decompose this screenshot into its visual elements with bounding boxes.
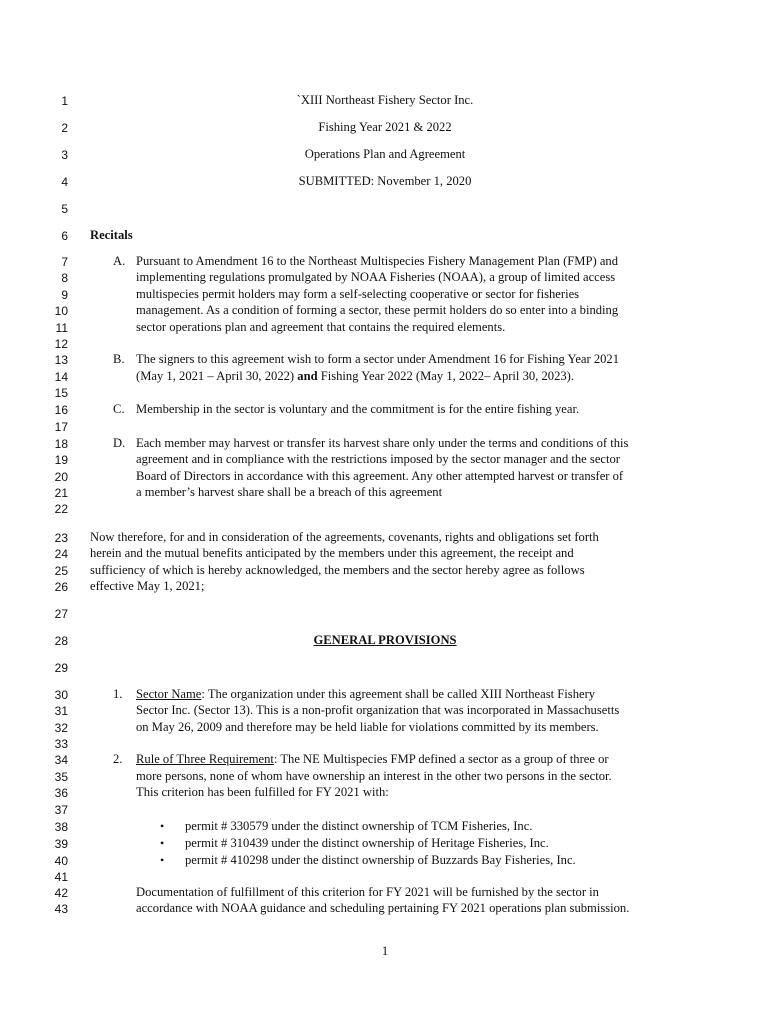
- recital-b-line: The signers to this agreement wish to form a sector under Amendment 16 for Fishing Year 2021: [136, 352, 620, 366]
- recital-b-text: Fishing Year 2022 (May 1, 2022– April 30, 2023).: [317, 369, 575, 383]
- line-number: 4: [61, 175, 68, 189]
- line-number: 17: [54, 420, 68, 434]
- permit-bullet-item: permit # 330579 under the distinct ownership of TCM Fisheries, Inc.: [185, 819, 533, 833]
- line-number: 39: [54, 837, 68, 851]
- line-number: 14: [54, 370, 68, 384]
- line-number: 28: [54, 634, 68, 648]
- provision-2-line: This criterion has been fulfilled for FY 2021 with:: [136, 785, 389, 799]
- provision-marker: 2.: [113, 752, 123, 766]
- line-number: 8: [61, 271, 68, 285]
- recital-b-line2: [136, 369, 574, 384]
- line-number: 15: [54, 386, 68, 400]
- recital-d-line: Board of Directors in accordance with this agreement. Any other attempted harvest or transfer of: [136, 469, 624, 483]
- line-number: 16: [54, 403, 68, 417]
- now-therefore-line: Now therefore, for and in consideration of the agreements, covenants, rights and obligations set forth: [90, 530, 599, 544]
- sector-name-title: Sector Name: [136, 687, 202, 701]
- line-number: 33: [54, 737, 68, 751]
- line-number: 6: [61, 229, 68, 243]
- now-therefore-line: sufficiency of which is hereby acknowledged, the members and the sector hereby agree as follows: [90, 563, 585, 577]
- recital-marker: C.: [113, 402, 125, 416]
- line-number: 9: [61, 288, 68, 302]
- line-number: 38: [54, 820, 68, 834]
- line-number: 36: [54, 786, 68, 800]
- line-number: 7: [61, 255, 68, 269]
- now-therefore-line: effective May 1, 2021;: [90, 579, 205, 593]
- recital-a-line: management. As a condition of forming a sector, these permit holders do so enter into a binding: [136, 303, 619, 317]
- recital-a-line: implementing regulations promulgated by NOAA Fisheries (NOAA), a group of limited access: [136, 270, 616, 284]
- document-title: `XIII Northeast Fishery Sector Inc.: [296, 93, 474, 107]
- line-number: 24: [54, 547, 68, 561]
- line-number: 29: [54, 661, 68, 675]
- fishing-year-line: Fishing Year 2021 & 2022: [318, 120, 452, 134]
- recital-c-line: Membership in the sector is voluntary and the commitment is for the entire fishing year.: [136, 402, 580, 416]
- provision-text: : The organization under this agreement shall be called XIII Northeast Fishery: [201, 687, 596, 701]
- line-number: 31: [54, 704, 68, 718]
- line-number: 32: [54, 721, 68, 735]
- bullet-icon: •: [160, 853, 165, 867]
- provision-2-first-line: [136, 752, 609, 767]
- line-number: 5: [61, 202, 68, 216]
- bullet-icon: •: [160, 819, 165, 833]
- line-number: 26: [54, 580, 68, 594]
- line-number: 30: [54, 688, 68, 702]
- line-number: 13: [54, 353, 68, 367]
- line-number: 37: [54, 803, 68, 817]
- document-subtitle: Operations Plan and Agreement: [304, 147, 466, 161]
- submitted-date: SUBMITTED: November 1, 2020: [298, 174, 472, 188]
- line-number: 11: [55, 321, 68, 335]
- recital-marker: B.: [113, 352, 125, 366]
- provision-2-line: more persons, none of whom have ownership an interest in the other two persons in the sector.: [136, 769, 612, 783]
- recitals-heading: Recitals: [90, 228, 133, 242]
- recital-b-text: (May 1, 2021 – April 30, 2022): [136, 369, 298, 383]
- permit-bullet-item: permit # 410298 under the distinct ownership of Buzzards Bay Fisheries, Inc.: [185, 853, 576, 867]
- line-number: 40: [54, 854, 68, 868]
- line-number: 18: [54, 437, 68, 451]
- line-number: 35: [54, 770, 68, 784]
- provision-1-first-line: [136, 687, 595, 702]
- documentation-line: accordance with NOAA guidance and scheduling pertaining FY 2021 operations plan submission.: [136, 901, 630, 915]
- line-number: 41: [54, 870, 68, 884]
- recital-a-line: multispecies permit holders may form a self-selecting cooperative or sector for fisheries: [136, 287, 580, 301]
- documentation-line: Documentation of fulfillment of this criterion for FY 2021 will be furnished by the sector in: [136, 885, 599, 899]
- bullet-icon: •: [160, 836, 165, 850]
- recital-a-line: Pursuant to Amendment 16 to the Northeast Multispecies Fishery Management Plan (FMP) and: [136, 254, 618, 268]
- now-therefore-line: herein and the mutual benefits anticipated by the members under this agreement, the receipt and: [90, 546, 574, 560]
- line-number: 3: [61, 148, 68, 162]
- recital-marker: A.: [113, 254, 126, 268]
- line-number: 27: [54, 607, 68, 621]
- recital-b-bold-and: and: [297, 369, 318, 383]
- provision-1-line: Sector Inc. (Sector 13). This is a non-profit organization that was incorporated in Massachusetts: [136, 703, 620, 717]
- provision-1-line: on May 26, 2009 and therefore may be held liable for violations committed by its members.: [136, 720, 599, 734]
- rule-of-three-title: Rule of Three Requirement: [136, 752, 274, 766]
- line-number: 20: [54, 470, 68, 484]
- line-number: 21: [54, 486, 68, 500]
- recital-marker: D.: [113, 436, 126, 450]
- line-number: 22: [54, 502, 68, 516]
- line-number: 43: [54, 902, 68, 916]
- general-provisions-heading: GENERAL PROVISIONS: [313, 633, 457, 647]
- line-number: 19: [54, 453, 68, 467]
- line-number: 10: [54, 304, 68, 318]
- line-number: 42: [54, 886, 68, 900]
- recital-d-line: agreement and in compliance with the restrictions imposed by the sector manager and the sector: [136, 452, 620, 466]
- recital-a-line: sector operations plan and agreement that contains the required elements.: [136, 320, 506, 334]
- provision-text: : The NE Multispecies FMP defined a sector as a group of three or: [273, 752, 609, 766]
- line-number: 25: [54, 564, 68, 578]
- provision-marker: 1.: [113, 687, 123, 701]
- line-number: 23: [54, 531, 68, 545]
- recital-d-line: a member’s harvest share shall be a breach of this agreement: [136, 485, 443, 499]
- line-number: 1: [61, 94, 68, 108]
- line-number: 34: [54, 753, 68, 767]
- line-number: 12: [54, 337, 68, 351]
- line-number: 2: [61, 121, 68, 135]
- permit-bullet-item: permit # 310439 under the distinct ownership of Heritage Fisheries, Inc.: [185, 836, 549, 850]
- page-number: 1: [381, 944, 389, 958]
- recital-d-line: Each member may harvest or transfer its harvest share only under the terms and conditions of this: [136, 436, 629, 450]
